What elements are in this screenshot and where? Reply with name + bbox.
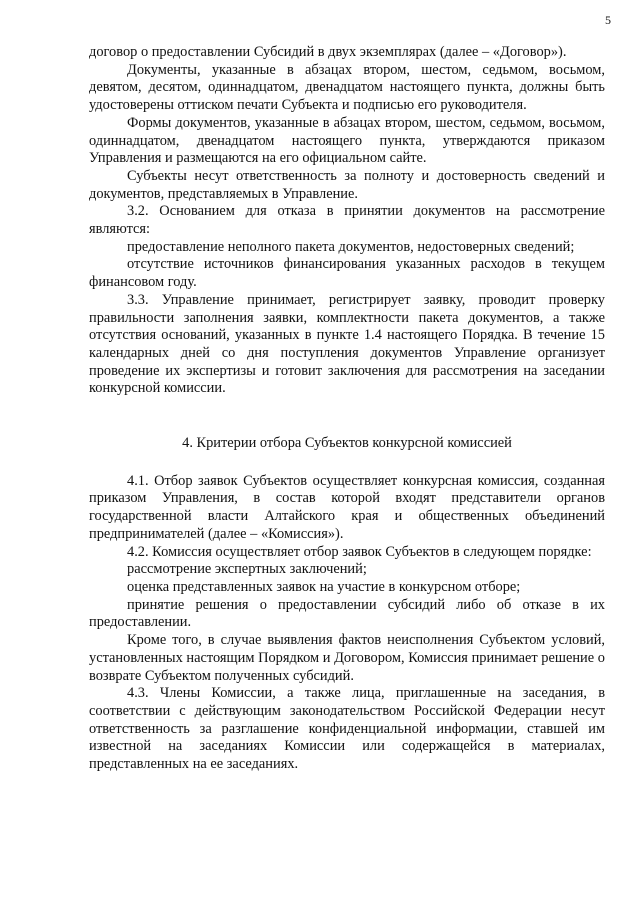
paragraph-3-3-registration: 3.3. Управление принимает, регистрирует заявку, проводит проверку правильности заполнения заявки, комплектности пакета документов, а также отсутствия оснований, указанных в пункте 1.4 настоящего Порядка. В течение 15 календарных дней со дня поступления документов Управление организует проведение их экспертизы и готовит заключения для рассмотрения на заседании конкурсной комиссии. <box>89 291 605 397</box>
section-heading-4: 4. Критерии отбора Субъектов конкурсной комиссией <box>182 435 512 452</box>
list-item-incomplete-package: предоставление неполного пакета документов, недостоверных сведений; <box>127 238 575 255</box>
document-body <box>89 44 605 774</box>
paragraph-document-forms: Формы документов, указанные в абзацах втором, шестом, седьмом, восьмом, одиннадцатом, двенадцатом настоящего пункта, утверждаются приказом Управления и размещаются на его официальном сайте. <box>89 114 605 167</box>
paragraph-4-2-selection-order: 4.2. Комиссия осуществляет отбор заявок Субъектов в следующем порядке: <box>127 543 592 560</box>
list-item-decision: принятие решения о предоставлении субсидий либо об отказе в их предоставлении. <box>89 596 605 631</box>
list-item-no-funding: отсутствие источников финансирования указанных расходов в текущем финансовом году. <box>89 256 605 291</box>
page-number: 5 <box>605 13 611 27</box>
list-item-expert-review: рассмотрение экспертных заключений; <box>127 561 367 578</box>
paragraph-documents-certification: Документы, указанные в абзацах втором, шестом, седьмом, восьмом, девятом, десятом, одиннадцатом, двенадцатом настоящего пункта, должны быть удостоверены оттиском печати Субъекта и подписью его руководителя. <box>89 61 605 114</box>
paragraph-contract-continuation: договор о предоставлении Субсидий в двух экземплярах (далее – «Договор»). <box>89 44 567 60</box>
paragraph-4-1-commission: 4.1. Отбор заявок Субъектов осуществляет конкурсная комиссия, созданная приказом Управления, в состав которой входят представители органов государственной власти Алтайского края и общественных объединений предпринимателей (далее – «Комиссия»). <box>89 472 605 542</box>
list-item-application-evaluation: оценка представленных заявок на участие в конкурсном отборе; <box>127 578 521 595</box>
paragraph-3-2-refusal-grounds: 3.2. Основанием для отказа в принятии документов на рассмотрение являются: <box>89 203 605 238</box>
paragraph-subsidy-return: Кроме того, в случае выявления фактов неисполнения Субъектом условий, установленных настоящим Порядком и Договором, Комиссия принимает решение о возврате Субъектом полученных субсидий. <box>89 632 605 684</box>
paragraph-subject-responsibility: Субъекты несут ответственность за полноту и достоверность сведений и документов, представляемых в Управление. <box>89 167 605 202</box>
paragraph-4-3-confidentiality: 4.3. Члены Комиссии, а также лица, приглашенные на заседания, в соответствии с действующим законодательством Российской Федерации несут ответственность за разглашение конфиденциальной информации, ставшей им известной на заседаниях Комиссии или содержащейся в материалах, представленных на ее заседаниях. <box>89 685 605 773</box>
